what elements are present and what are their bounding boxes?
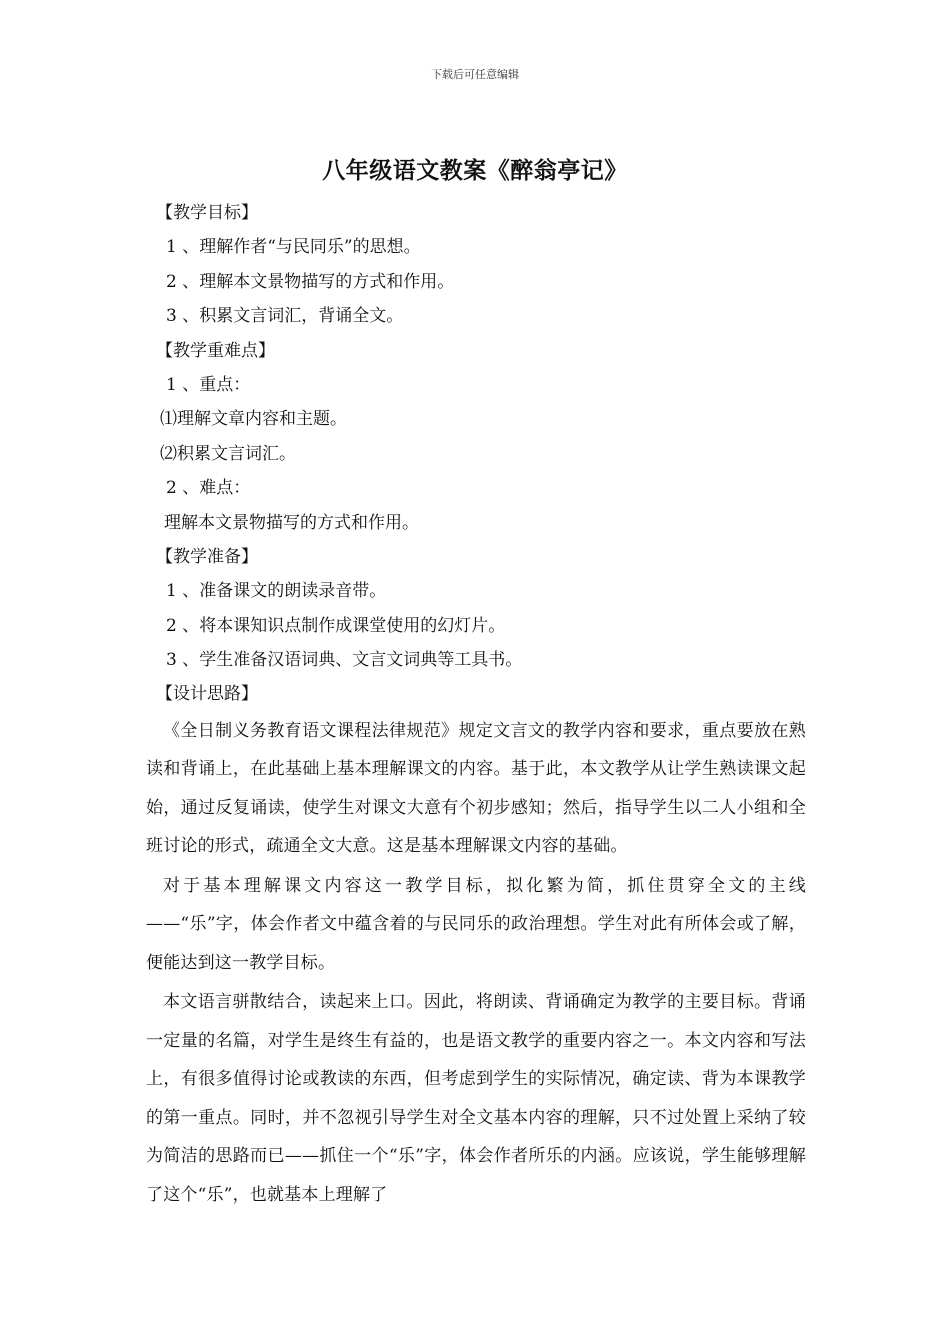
difficulty-text: 理解本文景物描写的方式和作用。: [164, 512, 419, 533]
design-paragraph-3: 本文语言骈散结合，读起来上口。因此，将朗读、背诵确定为教学的主要目标。背诵一定量的名篇，对学生是终生有益的，也是语文教学的重要内容之一。本文内容和写法上，有很多值得讨论或教读的东西，但考虑到学生的实际情况，确定读、背为本课教学的第一重点。同时，并不忽视引导学生对全文基本内容的理解，只不过处置上采纳了较为简洁的思路而已——抓住一个“乐”字，体会作者所乐的内涵。应该说，学生能够理解了这个“乐”，也就基本上理解了: [146, 992, 806, 1205]
section-heading-goals: 【教学目标】: [156, 203, 258, 223]
focus-item-2: ⑵积累文言词汇。: [160, 443, 296, 464]
preparation-item-1: 1 、准备课文的朗读录音带。: [166, 581, 387, 602]
document-body: [146, 196, 806, 1215]
section-heading-design: 【设计思路】: [156, 684, 258, 705]
focus-item-1: ⑴理解文章内容和主题。: [160, 409, 347, 430]
header-note: 下载后可任意编辑: [431, 68, 519, 81]
focus-label: 1 、重点：: [166, 374, 251, 395]
difficulty-label: 2 、难点：: [166, 478, 251, 499]
section-heading-key-points: 【教学重难点】: [156, 340, 275, 361]
design-paragraph-1: 《全日制义务教育语文课程法律规范》规定文言文的教学内容和要求，重点要放在熟读和背诵上，在此基础上基本理解课文的内容。基于此，本文教学从让学生熟读课文起始，通过反复诵读，使学生对课文大意有个初步感知；然后，指导学生以二人小组和全班讨论的形式，疏通全文大意。这是基本理解课文内容的基础。: [146, 720, 806, 857]
preparation-item-2: 2 、将本课知识点制作成课堂使用的幻灯片。: [166, 615, 506, 636]
design-paragraph-2: 对于基本理解课文内容这一教学目标，拟化繁为简，抓住贯穿全文的主线——“乐”字，体会作者文中蕴含着的与民同乐的政治理想。学生对此有所体会或了解，便能达到这一教学目标。: [146, 875, 806, 973]
section-heading-preparation: 【教学准备】: [156, 546, 258, 567]
document-title: 八年级语文教案《醉翁亭记》: [322, 157, 628, 184]
preparation-item-3: 3 、学生准备汉语词典、文言文词典等工具书。: [166, 650, 523, 671]
goal-item-1: 1 、理解作者“与民同乐”的思想。: [166, 237, 421, 258]
goal-item-2: 2 、理解本文景物描写的方式和作用。: [166, 271, 455, 292]
goal-item-3: 3 、积累文言词汇，背诵全文。: [166, 306, 404, 327]
